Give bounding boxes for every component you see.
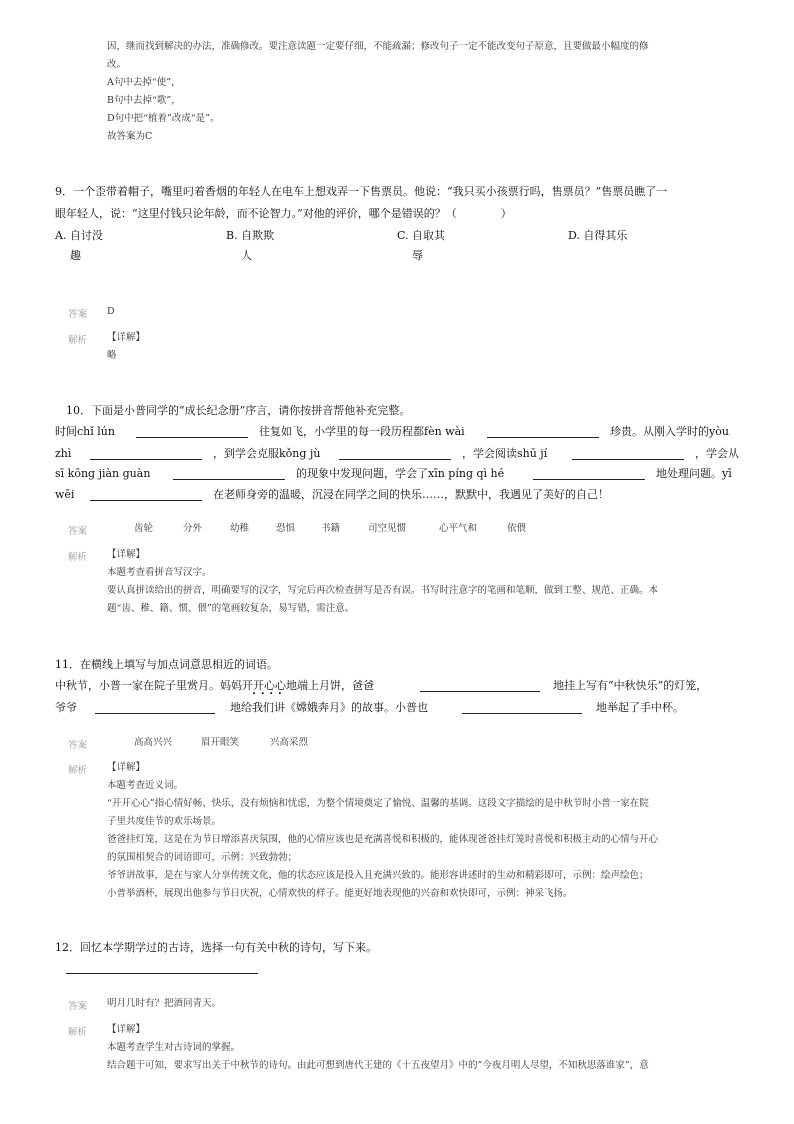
q12-detail: 本题考查学生对古诗词的掌握。 — [107, 1042, 241, 1053]
analysis-label: 解析 — [68, 1027, 88, 1038]
answer-label: 答案 — [68, 526, 88, 537]
q11-text: 中秋节，小普一家在院子里赏月。妈妈开开心心地端上月饼，爸爸 — [55, 679, 374, 692]
answer-blank[interactable] — [90, 459, 202, 460]
prev-answer-line: 故答案为C — [107, 131, 153, 142]
prev-analysis-line: D句中把“植着”改成“是”。 — [107, 113, 220, 124]
prev-analysis-line: B句中去掉“歌”， — [107, 95, 181, 106]
prev-analysis-line: 因，继而找到解决的办法，准确修改。要注意读题一定要仔细，不能疏漏；修改句子一定不能改变句子原意，且要做最小幅度的修 — [107, 41, 649, 52]
q9-stem: 9．一个歪带着帽子，嘴里叼着香烟的年轻人在电车上想戏弄一下售票员。他说：“我只买小孩票行吗，售票员？”售票员瞧了一 — [55, 185, 668, 198]
q11-detail: 爷爷讲故事，是在与家人分享传统文化，他的状态应该是投入且充满兴致的。能形容讲述时的生动和精彩即可，示例：绘声绘色； — [107, 870, 649, 881]
q11-text: 地给我们讲《嫦娥奔月》的故事。小普也 — [230, 701, 428, 714]
detail-title: 【详解】 — [107, 549, 146, 560]
answer-label: 答案 — [68, 740, 88, 751]
detail-title: 【详解】 — [107, 1024, 146, 1035]
q9-answer: D — [107, 306, 115, 317]
answer-blank[interactable] — [95, 713, 215, 714]
q9-option-c-cont: 辱 — [412, 249, 423, 262]
q9-option-c: C. 自取其 — [397, 229, 446, 242]
q11-detail: 本题考查近义词。 — [107, 780, 184, 791]
q10-detail: 本题考查看拼音写汉字。 — [107, 567, 212, 578]
q11-stem: 11．在横线上填写与加点词意思相近的词语。 — [55, 658, 278, 671]
q11-detail: 子里共度佳节的欢乐场景。 — [107, 816, 222, 827]
q10-text: zhì — [55, 447, 72, 460]
q9-detail: 略 — [107, 350, 117, 361]
q11-text: 地挂上写有“中秋快乐”的灯笼， — [553, 679, 708, 692]
q10-text: 时间chǐ lún — [55, 425, 115, 438]
analysis-label: 解析 — [68, 552, 88, 563]
prev-analysis-line: 改。 — [107, 59, 127, 70]
q10-detail: 题“齿、稚、籍、惯、偎”的笔画较复杂，易写错，需注意。 — [107, 603, 355, 614]
q11-detail: “开开心心”指心情好畅、快乐，没有烦恼和忧虑，为整个情境奠定了愉悦、温馨的基调。这段文字描绘的是中秋节时小普一家在院 — [107, 798, 649, 809]
q9-option-d: D. 自得其乐 — [568, 229, 628, 242]
answer-blank[interactable] — [339, 459, 451, 460]
q11-text: 地举起了手中杯。 — [596, 701, 684, 714]
q11-detail: 爸爸挂灯笼，这是在为节日增添喜庆氛围，他的心情应该也是充满喜悦和积极的，能体现爸爸挂灯笼时喜悦和积极主动的心情与开心 — [107, 834, 659, 845]
q10-answer: 恐惧 — [276, 523, 296, 534]
answer-blank[interactable] — [487, 437, 599, 438]
answer-label: 答案 — [68, 1001, 88, 1012]
q10-answer: 依偎 — [507, 523, 527, 534]
q10-text: 地处理问题。yī — [656, 467, 732, 480]
answer-label: 答案 — [68, 309, 88, 320]
q9-option-b: B. 自欺欺 — [226, 229, 275, 242]
q10-answer: 书籍 — [321, 523, 341, 534]
detail-title: 【详解】 — [107, 762, 146, 773]
q9-option-b-cont: 人 — [241, 249, 252, 262]
analysis-label: 解析 — [68, 335, 88, 346]
q11-detail: 小普举酒杯，展现出他参与节日庆祝，心情欢快的样子。能更好地表现他的兴奋和欢快即可，示例：神采飞扬。 — [107, 888, 573, 899]
q10-text: ，到学会克服kǒng jù — [213, 447, 321, 460]
q10-detail: 要认真拼读给出的拼音，明确要写的汉字，写完后再次检查拼写是否有误。书写时注意字的笔画和笔顺，做到工整、规范、正确。本 — [107, 585, 659, 596]
answer-blank[interactable] — [462, 713, 582, 714]
q11-answer: 高高兴兴 — [134, 737, 173, 748]
q9-option-a-cont: 趣 — [70, 249, 81, 262]
q10-answer: 齿轮 — [134, 523, 154, 534]
answer-blank[interactable] — [572, 459, 684, 460]
emphasis-dots: • • • • — [252, 690, 282, 698]
q10-text: sī kōng jiàn guàn — [55, 467, 151, 480]
q10-stem: 10．下面是小普同学的“成长纪念册”序言，请你按拼音帮他补充完整。 — [66, 404, 411, 417]
q10-text: 珍贵。从刚入学时的yòu — [610, 425, 729, 438]
q10-text: 往复如飞，小学里的每一段历程都fèn wài — [259, 425, 465, 438]
q12-stem: 12．回忆本学期学过的古诗，选择一句有关中秋的诗句，写下来。 — [55, 941, 377, 954]
answer-blank[interactable] — [533, 479, 645, 480]
answer-blank[interactable] — [420, 691, 540, 692]
q10-answer: 分外 — [183, 523, 203, 534]
q12-detail: 结合题干可知，要求写出关于中秋节的诗句。由此可想到唐代王建的《十五夜望月》中的”今夜月明人尽望，不知秋思落谁家”，意 — [107, 1060, 649, 1071]
q11-text: 爷爷 — [55, 701, 77, 714]
q12-answer: 明月几时有？把酒问青天。 — [107, 998, 222, 1009]
q10-answer: 幼稚 — [230, 523, 250, 534]
q10-answer: 司空见惯 — [368, 523, 407, 534]
q11-answer: 兴高采烈 — [270, 737, 309, 748]
q10-text: 的现象中发现问题，学会了xīn píng qì hé — [296, 467, 505, 480]
prev-analysis-line: A句中去掉“使”， — [107, 77, 181, 88]
q9-stem: 眼年轻人，说：“这里付钱只论年龄，而不论智力。”对他的评价，哪个是错误的？（ ） — [55, 207, 512, 220]
detail-title: 【详解】 — [107, 332, 146, 343]
q11-detail: 的氛围相契合的词语即可，示例：兴致勃勃； — [107, 852, 298, 863]
answer-blank[interactable] — [173, 479, 285, 480]
q10-text: 在老师身旁的温暖，沉浸在同学之间的快乐……，默默中，我遇见了美好的自己！ — [213, 488, 609, 501]
answer-blank[interactable] — [66, 973, 258, 974]
q10-text: wēi — [55, 488, 75, 501]
answer-blank[interactable] — [90, 500, 202, 501]
q10-text: ，学会阅读shū jí — [462, 447, 548, 460]
answer-blank[interactable] — [136, 437, 248, 438]
q10-text: ，学会从 — [695, 447, 739, 460]
analysis-label: 解析 — [68, 765, 88, 776]
q11-answer: 眉开眼笑 — [201, 737, 240, 748]
q10-answer: 心平气和 — [439, 523, 478, 534]
q9-option-a: A. 自讨没 — [55, 229, 103, 242]
